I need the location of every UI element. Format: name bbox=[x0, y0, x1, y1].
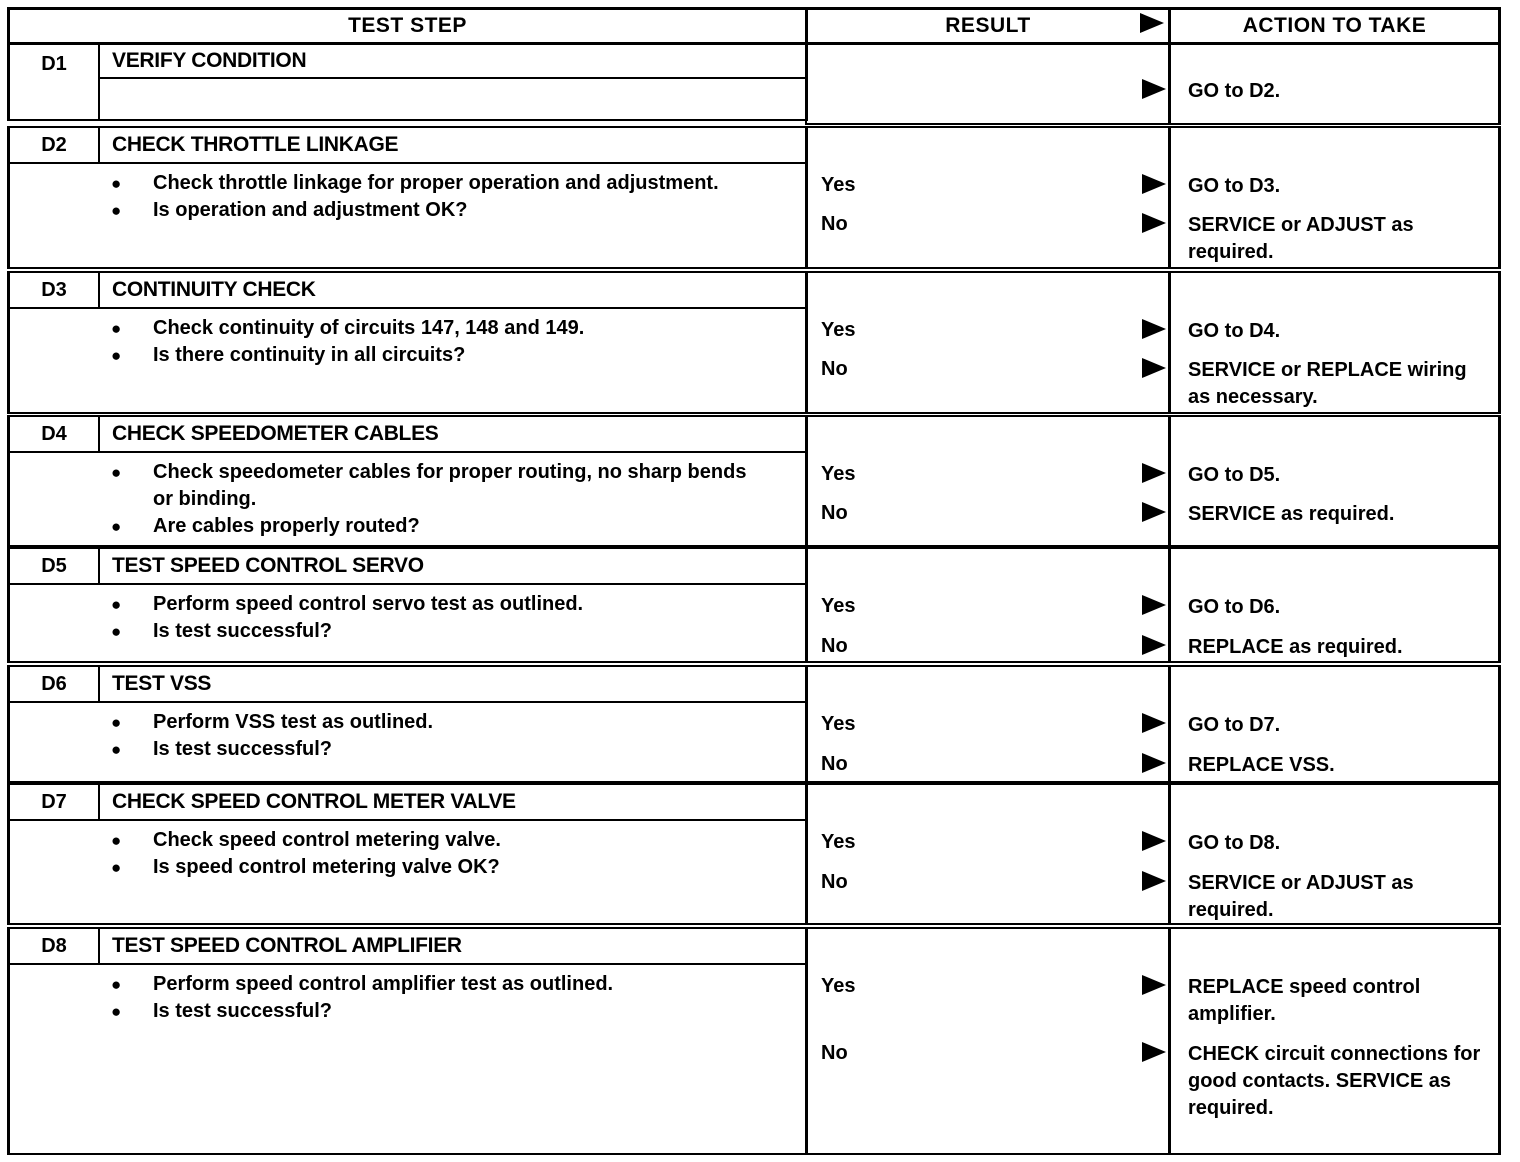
result-cell bbox=[805, 126, 1171, 269]
arrow-icon bbox=[1142, 358, 1166, 378]
action-text: SERVICE or ADJUST as required. bbox=[1188, 214, 1414, 263]
result-cell bbox=[805, 271, 1171, 414]
step-id: D3 bbox=[7, 271, 100, 309]
arrow-icon bbox=[1142, 213, 1166, 233]
arrow-icon bbox=[1142, 975, 1166, 995]
step-row-d1 bbox=[7, 43, 1501, 125]
arrow-icon bbox=[1142, 174, 1166, 194]
step-row-d5 bbox=[7, 547, 1501, 663]
step-instructions bbox=[107, 827, 747, 881]
arrow-icon bbox=[1142, 713, 1166, 733]
instruction-bullet: ● Perform speed control servo test as outlined. bbox=[107, 591, 747, 618]
header-arrow-icon bbox=[1140, 13, 1164, 33]
step-id: D2 bbox=[7, 126, 100, 164]
result-cell bbox=[805, 783, 1171, 925]
instruction-bullet: ● Is operation and adjustment OK? bbox=[107, 197, 747, 224]
instruction-bullet: ● Is there continuity in all circuits? bbox=[107, 342, 747, 369]
action-text: REPLACE as required. bbox=[1188, 636, 1403, 658]
step-id: D4 bbox=[7, 415, 100, 453]
result-cell bbox=[805, 415, 1171, 547]
action-text: SERVICE or REPLACE wiring as necessary. bbox=[1188, 359, 1467, 408]
result-cell bbox=[805, 547, 1171, 663]
step-row-d8 bbox=[7, 927, 1501, 1155]
step-title: VERIFY CONDITION bbox=[98, 43, 808, 79]
arrow-icon bbox=[1142, 753, 1166, 773]
arrow-icon bbox=[1142, 595, 1166, 615]
result-yes: Yes bbox=[821, 713, 856, 735]
action-text: GO to D3. bbox=[1188, 175, 1281, 197]
step-id: D8 bbox=[7, 927, 100, 965]
step-instructions bbox=[107, 591, 747, 645]
step-row-d4 bbox=[7, 415, 1501, 547]
action-text: GO to D7. bbox=[1188, 714, 1281, 736]
result-no: No bbox=[821, 871, 848, 893]
result-yes: Yes bbox=[821, 319, 856, 341]
result-cell bbox=[805, 43, 1171, 125]
result-no: No bbox=[821, 753, 848, 775]
action-text: GO to D2. bbox=[1188, 80, 1281, 102]
instruction-bullet: ● Is test successful? bbox=[107, 998, 747, 1025]
action-text: REPLACE speed control amplifier. bbox=[1188, 976, 1421, 1025]
result-no: No bbox=[821, 358, 848, 380]
result-no: No bbox=[821, 1042, 848, 1064]
result-cell bbox=[805, 927, 1171, 1155]
instruction-bullet: ● Check continuity of circuits 147, 148 and 149. bbox=[107, 315, 747, 342]
action-text: SERVICE or ADJUST as required. bbox=[1188, 872, 1414, 921]
action-text: GO to D6. bbox=[1188, 596, 1281, 618]
instruction-bullet: ● Is test successful? bbox=[107, 618, 747, 645]
result-cell bbox=[805, 665, 1171, 783]
step-title: CHECK SPEEDOMETER CABLES bbox=[98, 415, 808, 453]
step-row-d2 bbox=[7, 126, 1501, 269]
step-instructions bbox=[107, 170, 747, 224]
result-yes: Yes bbox=[821, 975, 856, 997]
step-instructions bbox=[107, 971, 747, 1025]
header-test-step: TEST STEP bbox=[7, 7, 808, 45]
instruction-bullet: ● Check speed control metering valve. bbox=[107, 827, 747, 854]
action-text: CHECK circuit connections for good contacts. SERVICE as required. bbox=[1188, 1043, 1481, 1119]
result-yes: Yes bbox=[821, 831, 856, 853]
arrow-icon bbox=[1142, 1042, 1166, 1062]
header-action: ACTION TO TAKE bbox=[1168, 7, 1501, 45]
arrow-icon bbox=[1142, 831, 1166, 851]
result-no: No bbox=[821, 635, 848, 657]
arrow-icon bbox=[1142, 463, 1166, 483]
diagnostic-table bbox=[7, 7, 1501, 1153]
instruction-bullet: ● Perform VSS test as outlined. bbox=[107, 709, 747, 736]
step-id: D5 bbox=[7, 547, 100, 585]
instruction-bullet: ● Check speedometer cables for proper routing, no sharp bends or binding. bbox=[107, 459, 747, 513]
arrow-icon bbox=[1142, 871, 1166, 891]
header-result: RESULT bbox=[805, 7, 1171, 45]
result-no: No bbox=[821, 213, 848, 235]
step-title: CHECK SPEED CONTROL METER VALVE bbox=[98, 783, 808, 821]
step-instructions bbox=[107, 709, 747, 763]
result-yes: Yes bbox=[821, 463, 856, 485]
step-instructions bbox=[107, 315, 747, 369]
step-row-d7 bbox=[7, 783, 1501, 925]
step-title: TEST SPEED CONTROL SERVO bbox=[98, 547, 808, 585]
step-id: D1 bbox=[7, 43, 100, 121]
result-yes: Yes bbox=[821, 174, 856, 196]
step-title: TEST SPEED CONTROL AMPLIFIER bbox=[98, 927, 808, 965]
action-text: SERVICE as required. bbox=[1188, 503, 1395, 525]
instruction-bullet: ● Are cables properly routed? bbox=[107, 513, 747, 540]
step-row-d6 bbox=[7, 665, 1501, 783]
arrow-icon bbox=[1142, 79, 1166, 99]
action-text: GO to D4. bbox=[1188, 320, 1281, 342]
step-id: D7 bbox=[7, 783, 100, 821]
result-yes: Yes bbox=[821, 595, 856, 617]
action-text: GO to D8. bbox=[1188, 832, 1281, 854]
instruction-bullet: ● Check throttle linkage for proper operation and adjustment. bbox=[107, 170, 747, 197]
arrow-icon bbox=[1142, 635, 1166, 655]
arrow-icon bbox=[1142, 502, 1166, 522]
step-row-d3 bbox=[7, 271, 1501, 414]
step-id: D6 bbox=[7, 665, 100, 703]
step-title: CONTINUITY CHECK bbox=[98, 271, 808, 309]
result-no: No bbox=[821, 502, 848, 524]
instruction-bullet: ● Is speed control metering valve OK? bbox=[107, 854, 747, 881]
action-text: GO to D5. bbox=[1188, 464, 1281, 486]
arrow-icon bbox=[1142, 319, 1166, 339]
step-title: CHECK THROTTLE LINKAGE bbox=[98, 126, 808, 164]
instruction-bullet: ● Is test successful? bbox=[107, 736, 747, 763]
step-title: TEST VSS bbox=[98, 665, 808, 703]
step-instructions bbox=[107, 459, 747, 540]
action-text: REPLACE VSS. bbox=[1188, 754, 1335, 776]
instruction-bullet: ● Perform speed control amplifier test as outlined. bbox=[107, 971, 747, 998]
